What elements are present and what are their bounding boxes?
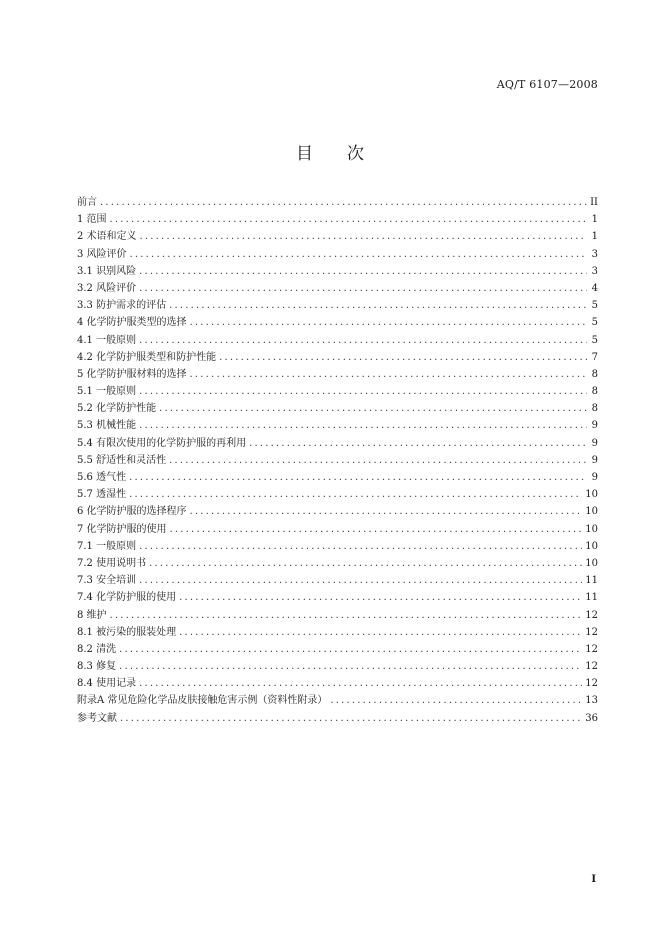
toc-entry-page: 9 <box>591 437 598 449</box>
toc-leader-dots <box>190 314 587 331</box>
toc-list <box>77 194 598 727</box>
toc-entry-label: 3.1 识别风险 <box>77 265 137 277</box>
toc-entry-label: 5.4 有限次使用的化学防护服的再利用 <box>77 437 247 449</box>
toc-entry-label: 7.1 一般原则 <box>77 540 137 552</box>
toc-entry-page: 4 <box>591 282 598 294</box>
toc-entry[interactable] <box>77 521 598 538</box>
toc-leader-dots <box>139 383 587 400</box>
toc-entry[interactable] <box>77 486 598 503</box>
toc-entry-label: 8.4 使用记录 <box>77 678 137 690</box>
toc-entry-page: 1 <box>591 214 598 226</box>
toc-leader-dots <box>139 332 587 349</box>
toc-title: 目次 <box>296 144 398 164</box>
toc-entry-label: 3.2 风险评价 <box>77 282 137 294</box>
toc-entry[interactable] <box>77 400 598 417</box>
toc-entry-label: 3.3 防护需求的评估 <box>77 300 167 312</box>
toc-entry-page: 11 <box>585 592 598 604</box>
toc-leader-dots <box>190 503 583 520</box>
toc-entry[interactable] <box>77 297 598 314</box>
toc-entry[interactable] <box>77 624 598 641</box>
toc-entry[interactable] <box>77 503 598 520</box>
toc-entry-page: 12 <box>585 661 598 673</box>
toc-entry-page: 36 <box>585 712 598 724</box>
toc-entry[interactable] <box>77 280 598 297</box>
toc-entry-page: 13 <box>585 695 598 707</box>
toc-leader-dots <box>100 194 587 211</box>
toc-entry-label: 8.1 被污染的服装处理 <box>77 626 177 638</box>
toc-leader-dots <box>139 572 582 589</box>
toc-leader-dots <box>179 589 582 606</box>
toc-entry-label: 7.4 化学防护服的使用 <box>77 592 177 604</box>
toc-entry[interactable] <box>77 675 598 692</box>
toc-entry[interactable] <box>77 194 598 211</box>
toc-leader-dots <box>139 280 587 297</box>
toc-entry[interactable] <box>77 366 598 383</box>
toc-entry[interactable] <box>77 555 598 572</box>
toc-entry[interactable] <box>77 211 598 228</box>
toc-entry-label: 参考文献 <box>77 712 117 724</box>
toc-entry[interactable] <box>77 572 598 589</box>
toc-entry[interactable] <box>77 417 598 434</box>
toc-entry-page: 8 <box>591 386 598 398</box>
toc-leader-dots <box>139 263 587 280</box>
toc-entry-page: 11 <box>585 575 598 587</box>
toc-entry-label: 4 化学防护服类型的选择 <box>77 317 187 329</box>
toc-leader-dots <box>120 710 582 727</box>
toc-entry-label: 4.2 化学防护服类型和防护性能 <box>77 351 217 363</box>
toc-entry-label: 前言 <box>77 197 97 208</box>
toc-leader-dots <box>330 692 582 709</box>
toc-entry-page: 10 <box>585 489 598 501</box>
toc-entry-page: 12 <box>585 643 598 655</box>
toc-leader-dots <box>149 555 582 572</box>
toc-entry[interactable] <box>77 538 598 555</box>
toc-entry-page: 10 <box>585 557 598 569</box>
toc-entry-label: 8.2 清洗 <box>77 643 117 655</box>
document-code: AQ/T 6107—2008 <box>496 78 598 91</box>
toc-entry[interactable] <box>77 383 598 400</box>
toc-leader-dots <box>170 521 583 538</box>
toc-leader-dots <box>169 297 587 314</box>
toc-entry-label: 5.2 化学防护性能 <box>77 403 157 415</box>
toc-leader-dots <box>139 417 587 434</box>
toc-leader-dots <box>159 400 587 417</box>
toc-entry-label: 7 化学防护服的使用 <box>77 523 167 535</box>
toc-entry[interactable] <box>77 607 598 624</box>
toc-entry-label: 4.1 一般原则 <box>77 334 137 346</box>
toc-entry-page: II <box>590 197 598 208</box>
toc-entry-page: 7 <box>591 351 598 363</box>
toc-entry-page: 12 <box>585 609 598 621</box>
toc-entry-page: 5 <box>591 334 598 346</box>
toc-leader-dots <box>139 538 582 555</box>
toc-entry-page: 10 <box>585 540 598 552</box>
toc-entry-page: 10 <box>585 523 598 535</box>
toc-entry-page: 8 <box>591 368 598 380</box>
toc-entry-label: 附录A 常见危险化学品皮肤接触危害示例（资料性附录） <box>77 695 328 707</box>
toc-entry-page: 12 <box>585 626 598 638</box>
toc-leader-dots <box>110 211 587 228</box>
toc-entry-label: 8.3 修复 <box>77 661 117 673</box>
toc-entry-label: 2 术语和定义 <box>77 231 137 243</box>
toc-leader-dots <box>169 452 587 469</box>
toc-entry[interactable] <box>77 246 598 263</box>
toc-entry[interactable] <box>77 658 598 675</box>
toc-entry[interactable] <box>77 710 598 727</box>
toc-entry-page: 3 <box>591 265 598 277</box>
toc-entry-label: 7.3 安全培训 <box>77 575 137 587</box>
toc-entry-page: 5 <box>591 300 598 312</box>
toc-entry[interactable] <box>77 469 598 486</box>
toc-entry-page: 9 <box>591 454 598 466</box>
toc-entry[interactable] <box>77 435 598 452</box>
toc-entry-label: 3 风险评价 <box>77 248 127 260</box>
toc-entry[interactable] <box>77 452 598 469</box>
toc-leader-dots <box>119 658 582 675</box>
toc-leader-dots <box>140 228 587 245</box>
toc-leader-dots <box>190 366 587 383</box>
toc-leader-dots <box>130 246 587 263</box>
toc-entry[interactable] <box>77 332 598 349</box>
toc-entry[interactable] <box>77 228 598 245</box>
toc-leader-dots <box>129 469 587 486</box>
toc-entry-label: 6 化学防护服的选择程序 <box>77 506 187 518</box>
toc-entry-label: 5.3 机械性能 <box>77 420 137 432</box>
toc-entry-label: 5.6 透气性 <box>77 472 127 483</box>
toc-leader-dots <box>219 349 587 366</box>
toc-entry-label: 5.5 舒适性和灵活性 <box>77 454 167 466</box>
toc-entry-label: 5 化学防护服材料的选择 <box>77 368 187 380</box>
toc-entry[interactable] <box>77 263 598 280</box>
toc-leader-dots <box>110 607 583 624</box>
toc-leader-dots <box>129 486 582 503</box>
toc-entry-page: 12 <box>585 678 598 690</box>
toc-leader-dots <box>179 624 582 641</box>
toc-entry-label: 1 范围 <box>77 214 107 226</box>
toc-entry-label: 5.1 一般原则 <box>77 386 137 398</box>
toc-entry-page: 10 <box>585 506 598 518</box>
toc-leader-dots <box>139 675 582 692</box>
toc-entry[interactable] <box>77 349 598 366</box>
toc-entry-page: 1 <box>591 231 598 243</box>
page-number: I <box>591 874 596 885</box>
toc-entry[interactable] <box>77 692 598 709</box>
toc-entry[interactable] <box>77 589 598 606</box>
toc-entry-page: 3 <box>591 248 598 260</box>
toc-leader-dots <box>119 641 582 658</box>
toc-entry-page: 8 <box>591 403 598 415</box>
toc-entry-page: 5 <box>591 317 598 329</box>
toc-entry-page: 9 <box>591 472 598 483</box>
toc-entry[interactable] <box>77 314 598 331</box>
toc-leader-dots <box>249 435 587 452</box>
toc-entry-label: 7.2 使用说明书 <box>77 557 147 569</box>
toc-entry[interactable] <box>77 641 598 658</box>
toc-entry-label: 5.7 透湿性 <box>77 489 127 501</box>
toc-entry-label: 8 维护 <box>77 609 107 621</box>
toc-entry-page: 9 <box>591 420 598 432</box>
